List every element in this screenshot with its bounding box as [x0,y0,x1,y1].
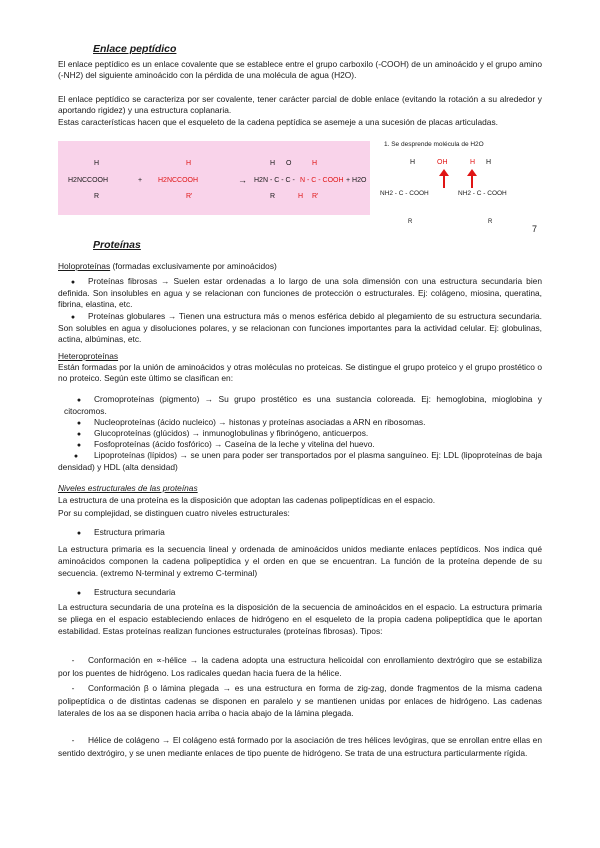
holoproteinas-heading [58,261,542,272]
list-item [58,654,542,679]
holo-item-fibrosas: Proteínas fibrosas → Suelen estar ordenadas a lo largo de una sola dimensión con una estructura secundaria bien definida. Son insolubles en agua y se relacionan con funciones de protección o estructurales. Ej: colágeno, miosina, queratina, fibrina, elastina, etc. [58,276,542,309]
product-bottom-r2: R' [312,193,319,200]
reactant1-h: H [94,160,100,167]
bullet-icon: ● [76,590,82,597]
primaria-label: Estructura primaria [94,527,165,537]
tipo-alfa-helice: Conformación en ∝-hélice → la cadena adopta una estructura helicoidal con enrollamiento dextrógiro que se estabiliza por los puentes de hidrógeno. Los radicales quedan hacia fuera de la hélice. [58,655,542,678]
left-formula: NH2 - C - COOH [380,190,429,197]
left-h: H [410,159,416,166]
bullet-icon: ● [70,279,76,286]
product-top-o: O [286,160,292,167]
tipo-lamina-plegada: Conformación β o lámina plegada → es una estructura en forma de zig-zag, donde fragmentos de la misma cadena polipeptídica o de distintas cadenas se disponen en paralelo y se mantienen unidas por enlaces de hidrógeno. Las cadenas laterales de los aa se disponen hacia arriba o hacia abajo de la lámina plegada. [58,683,542,719]
list-item [64,527,542,539]
holoproteinas-label: Holoproteínas [58,261,111,271]
enlace-paragraph-1: El enlace peptídico es un enlace covalente que se establece entre el grupo carboxilo (-COOH) de un aminoácido y el grupo amino (-NH2) del siguiente aminoácido con la pérdida de una molécula de agua (H2O). [58,59,542,80]
tipo-helice-colageno: Hélice de colágeno → El colágeno está formado por la asociación de tres hélices levógiras, que se enrollan entre ellas en sentido dextrógiro, y se unen mediante enlaces de tipo puente de hidrógeno. Se trata de una estructura particularmente rígida. [58,735,542,758]
product-bottom-r: R [270,193,276,200]
product-top-h1: H [270,160,276,167]
dash-marker: - [71,735,75,745]
primaria-text: La estructura primaria es la secuencia lineal y ordenada de aminoácidos unidos mediante enlaces peptídicos. Nos indica qué aminoácidos componen la cadena polipeptídica y el orden en que se encuentran. La función de la proteína depende de su secuencia. (extremo N-terminal y extremo C-terminal) [58,544,542,578]
list-item [58,276,542,310]
hetero-item-gluco: Glucoproteínas (glúcidos) → inmunoglobulinas y fibrinógeno, anticuerpos. [94,428,369,438]
reactant1-formula: H2NCCOOH [68,177,109,184]
left-r: R [408,219,413,225]
product-formula-left: H2N - C - C - [254,177,295,184]
secundaria-label: Estructura secundaria [94,587,176,597]
list-item [64,587,542,599]
dash-marker: - [71,683,75,693]
up-arrow-icon-1 [438,169,450,189]
bullet-icon: ● [76,397,82,404]
list-item [58,311,542,345]
bullet-icon: ● [76,442,82,449]
reactant2-r: R' [186,193,193,200]
list-item [58,734,542,759]
bullet-icon: ● [73,453,79,460]
hetero-item-cromo: Cromoproteínas (pigmento) → Su grupo prostético es una sustancia coloreada. Ej: hemoglobina, mioglobina y citocromos. [64,394,542,416]
bullet-icon: ● [70,314,76,321]
bullet-icon: ● [76,530,82,537]
heteroproteinas-label: Heteroproteínas [58,351,119,361]
product-bottom-h: H [298,193,304,200]
plus-sign-1: + [138,177,143,184]
heteroproteinas-text: Están formadas por la unión de aminoácidos y otras moléculas no proteicas. Se distingue el grupo proteico y el grupo prostético o no proteico. Según este último se clasifican en: [58,362,542,383]
hetero-item-nucleo: Nucleoproteínas (ácido nucleico) → histonas y proteínas asociadas a ARN en ribosomas. [94,417,426,427]
water-caption: 1. Se desprende molécula de H2O [384,141,484,148]
reactant2-formula: H2NCCOOH [158,177,199,184]
enlace-paragraph-3: Estas características hacen que el esqueleto de la cadena peptídica se asemeje a una sucesión de placas articuladas. [58,117,498,127]
section-title-niveles: Niveles estructurales de las proteínas [58,483,198,493]
enlace-paragraph-2: El enlace peptídico se caracteriza por ser covalente, tener carácter parcial de doble enlace (evitando la rotación a su alrededor y aportando rigidez) y una estructura coplanaria. [58,94,542,115]
holoproteinas-note: (formadas exclusivamente por aminoácidos) [110,261,277,271]
niveles-intro-1: La estructura de una proteína es la disposición que adoptan las cadenas polipeptídicas en el espacio. [58,495,436,505]
water-loss-figure [380,141,550,229]
water-product: + H2O [346,177,367,184]
left-oh: OH [437,159,448,166]
dash-marker: - [71,655,75,665]
hetero-item-lipo: Lipoproteínas (lípidos) → se unen para poder ser transportados por el plasma sanguíneo. Ej: LDL (lipoproteínas de baja densidad) y HDL (alta densidad) [58,450,542,472]
product-top-h2: H [312,160,318,167]
right-r: R [488,219,493,225]
reaction-arrow: → [238,175,247,185]
hetero-item-fosfo: Fosfoproteínas (ácido fosfórico) → Caseína de la leche y vitelina del huevo. [94,439,375,449]
list-item [64,394,542,417]
page-number: 7 [532,224,538,234]
holo-item-globulares: Proteínas globulares → Tienen una estructura más o menos esférica debido al plegamiento de su estructura secundaria. Son solubles en agua y disoluciones polares, y se relacionan con funciones importantes para la actividad celular. Ej: globulinas, actina, albúminas, etc. [58,311,542,344]
bullet-icon: ● [76,420,82,427]
reactant1-r: R [94,193,100,200]
product-formula-right: N - C - COOH [300,177,344,184]
reactant2-h: H [186,160,192,167]
list-item [58,682,542,720]
bullet-icon: ● [76,431,82,438]
reaction-figure [58,141,370,215]
right-h-red: H [470,159,476,166]
up-arrow-icon-2 [466,169,478,189]
secundaria-text: La estructura secundaria de una proteína es la disposición de la secuencia de aminoácidos en el espacio. La estructura primaria se pliega en el espacio estableciendo enlaces de hidrógeno en el esqueleto de la propia cadena polipeptídica que le aportan estabilidad. Estas proteínas realizan funciones estructurales (proteínas fibrosas). Tipos: [58,602,542,637]
section-title-proteinas: Proteínas [93,239,141,251]
section-title-enlace: Enlace peptídico [93,43,177,55]
list-item [58,450,542,473]
right-h: H [486,159,492,166]
niveles-intro-2: Por su complejidad, se distinguen cuatro niveles estructurales: [58,508,290,518]
right-formula: NH2 - C - COOH [458,190,507,197]
